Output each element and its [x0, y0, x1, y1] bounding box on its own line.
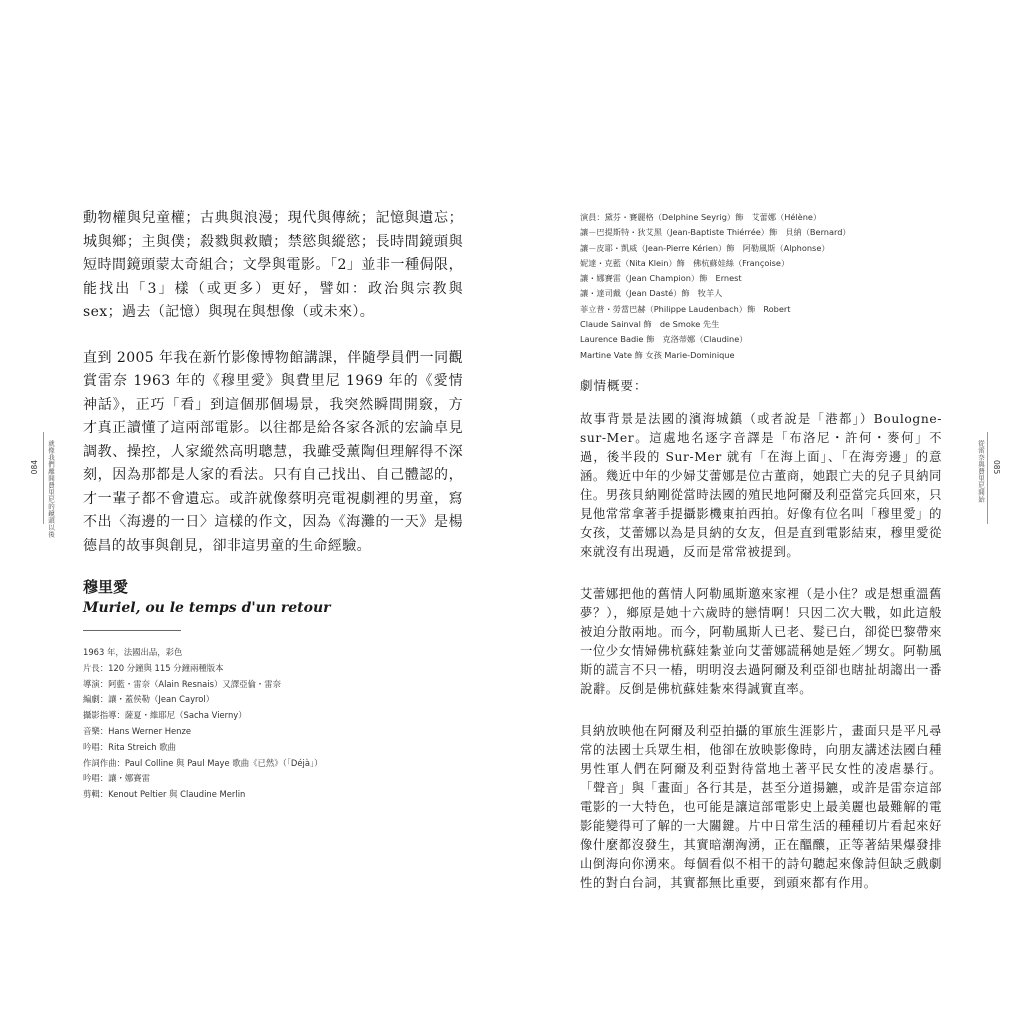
cast-line: Claude Sainval 飾 de Smoke 先生 — [580, 319, 720, 330]
synopsis-text — [580, 410, 942, 916]
cast-line: 妮達・克藍（Nita Klein）飾 佛杭蘇娃絲（Françoise） — [580, 257, 790, 268]
intro-text — [83, 207, 463, 580]
synopsis-paragraph-3: 貝納放映他在阿爾及利亞拍攝的軍旅生涯影片，畫面只是平凡尋常的法國士兵眾生相，他卻在放映影像時，向朋友講述法國白種男性軍人們在阿爾及利亞對待當地土著平民女性的凌虐暴行。「聲音」與「畫面」各行其是，甚至分道揚鑣，或許是雷奈這部電影的一大特色，也可能是讓這部電影史上最美麗也最難解的電影能變得可了解的一大關鍵。片中日常生活的種種切片看起來好像什麼都沒發生，其實暗潮洶湧，正在醞釀，正等著結果爆發排山倒海向你湧來。每個看似不相干的詩句聽起來像詩但缺乏戲劇性的對白台詞，其實都無比重要，到頭來都有作用。 — [580, 724, 942, 890]
cast-list — [580, 210, 940, 363]
synopsis-paragraph-2: 艾蕾娜把他的舊情人阿勒風斯邀來家裡（是小住？或是想重溫舊夢？），鄉原是她十六歲時的戀情啊！只因二次大戰，如此這般被迫分散兩地。而今，阿勒風斯人已老、髮已白，卻從巴黎帶來一位少女情婦佛杭蘇娃紮並向艾蕾娜謊稱她是姪／甥女。阿勒風斯的謊言不只一樁，明明沒去過阿爾及利亞卻也瞎扯胡謅出一番說辭。反倒是佛杭蘇娃紮來得誠實直率。 — [580, 587, 942, 696]
credit-line: 吟唱：讓・娜賽雷 — [83, 773, 150, 784]
credit-line: 剪輯：Kenout Peltier 與 Claudine Merlin — [83, 789, 246, 800]
cast-line: 菲立普・勞當巴赫（Philippe Laudenbach）飾 Robert — [580, 303, 791, 314]
film-title: 穆里愛 — [83, 578, 129, 596]
credit-line: 片長：120 分鐘與 115 分鐘兩種版本 — [83, 662, 224, 673]
credit-line: 編劇：讓・蓋侯勒（Jean Cayrol） — [83, 694, 215, 705]
intro-paragraph-1: 動物權與兒童權；古典與浪漫；現代與傳統；記憶與遺忘；城與鄉；主與僕；殺戮與救贖；禁慾與縱慾；長時間鏡頭與短時間鏡頭蒙太奇組合；文學與電影。「2」並非一種侷限，能找出「3」樣（或更多）更好，譬如：政治與宗教與 sex；過去（記憶）與現在與想像（或未來）。 — [83, 210, 463, 320]
credit-line: 1963 年，法國出品，彩色 — [83, 647, 183, 657]
synopsis-paragraph-1: 故事背景是法國的濱海城鎮（或者說是「港都」）Boulogne-sur-Mer。這處地名逐字音譯是「布洛尼・許何・麥何」不過，後半段的 Sur-Mer 就有「在海上面」、「在海旁邊」的意涵。幾近中年的少婦艾蕾娜是位古董商，她跟亡夫的兒子貝納同住。男孩貝納剛從當時法國的殖民地阿爾及利亞當完兵回來，只見他常常拿著手提攝影機東拍西拍。好像有位名叫「穆里愛」的女孩，艾蕾娜以為是貝納的女友，但是直到電影結束，穆里愛從來就沒有出現過，反而是常常被提到。 — [580, 412, 942, 559]
intro-paragraph-2: 直到 2005 年我在新竹影像博物館講課，伴隨學員們一同觀賞雷奈 1963 年的《穆里愛》與費里尼 1969 年的《愛情神話》，正巧「看」到這個那個場景，我突然瞬間開竅，方才真正讀懂了這兩部電影。以往都是給各家各派的宏論卓見調教、操控，人家縱然高明聰慧，我雖受薰陶但理解得不深刻，因為那都是人家的看法。只有自己找出、自己體認的，才一輩子都不會遺忘。或許就像蔡明亮電視劇裡的男童，寫不出〈海邊的一日〉這樣的作文，因為《海灘的一天》是楊德昌的故事與創見，卻非這男童的生命經驗。 — [83, 349, 463, 554]
cast-line: 讓・達司戴（Jean Dasté）飾 牧羊人 — [580, 288, 723, 299]
page-number-right: 085 — [992, 460, 1001, 475]
cast-line: Martine Vate 飾 女孩 Marie-Dominique — [580, 349, 735, 360]
credit-line: 吟唱：Rita Streich 歌曲 — [83, 741, 177, 752]
film-credits — [83, 645, 443, 803]
film-subtitle: Muriel, ou le temps d'un retour — [83, 600, 331, 616]
running-head-right: 從雷奈與費里尼開始 — [977, 440, 985, 503]
running-head-left: 就像我們離開費里尼的鏡頭以後 — [47, 440, 55, 538]
credit-line: 作詞作曲：Paul Colline 與 Paul Maye 歌曲《已然》（「Déjà」） — [83, 757, 323, 768]
cast-line: Laurence Badie 飾 克洛蒂娜（Claudine） — [580, 334, 748, 345]
synopsis-heading: 劇情概要： — [580, 378, 648, 393]
title-divider — [83, 630, 181, 631]
credit-line: 攝影指導：薩夏・維耶尼（Sacha Vierny） — [83, 710, 247, 721]
page-number-left: 084 — [30, 460, 39, 475]
cast-line: 讓－皮耶・凱威（Jean-Pierre Kérien）飾 阿勒風斯（Alphonse） — [580, 242, 830, 253]
cast-line: 讓－巴提斯特・狄艾黑（Jean-Baptiste Thiérrée）飾 貝納（Bernard） — [580, 227, 851, 238]
credit-line: 導演：阿藍・雷奈（Alain Resnais）又譯亞倫・雷奈 — [83, 678, 281, 689]
side-divider-right — [987, 432, 988, 524]
credit-line: 音樂：Hans Werner Henze — [83, 725, 191, 736]
cast-line: 讓・娜賽雷（Jean Champion）飾 Ernest — [580, 273, 742, 284]
cast-line: 演員：黛芬・賽麗格（Delphine Seyrig）飾 艾蕾娜（Hélène） — [580, 212, 822, 222]
side-divider-left — [43, 432, 44, 524]
